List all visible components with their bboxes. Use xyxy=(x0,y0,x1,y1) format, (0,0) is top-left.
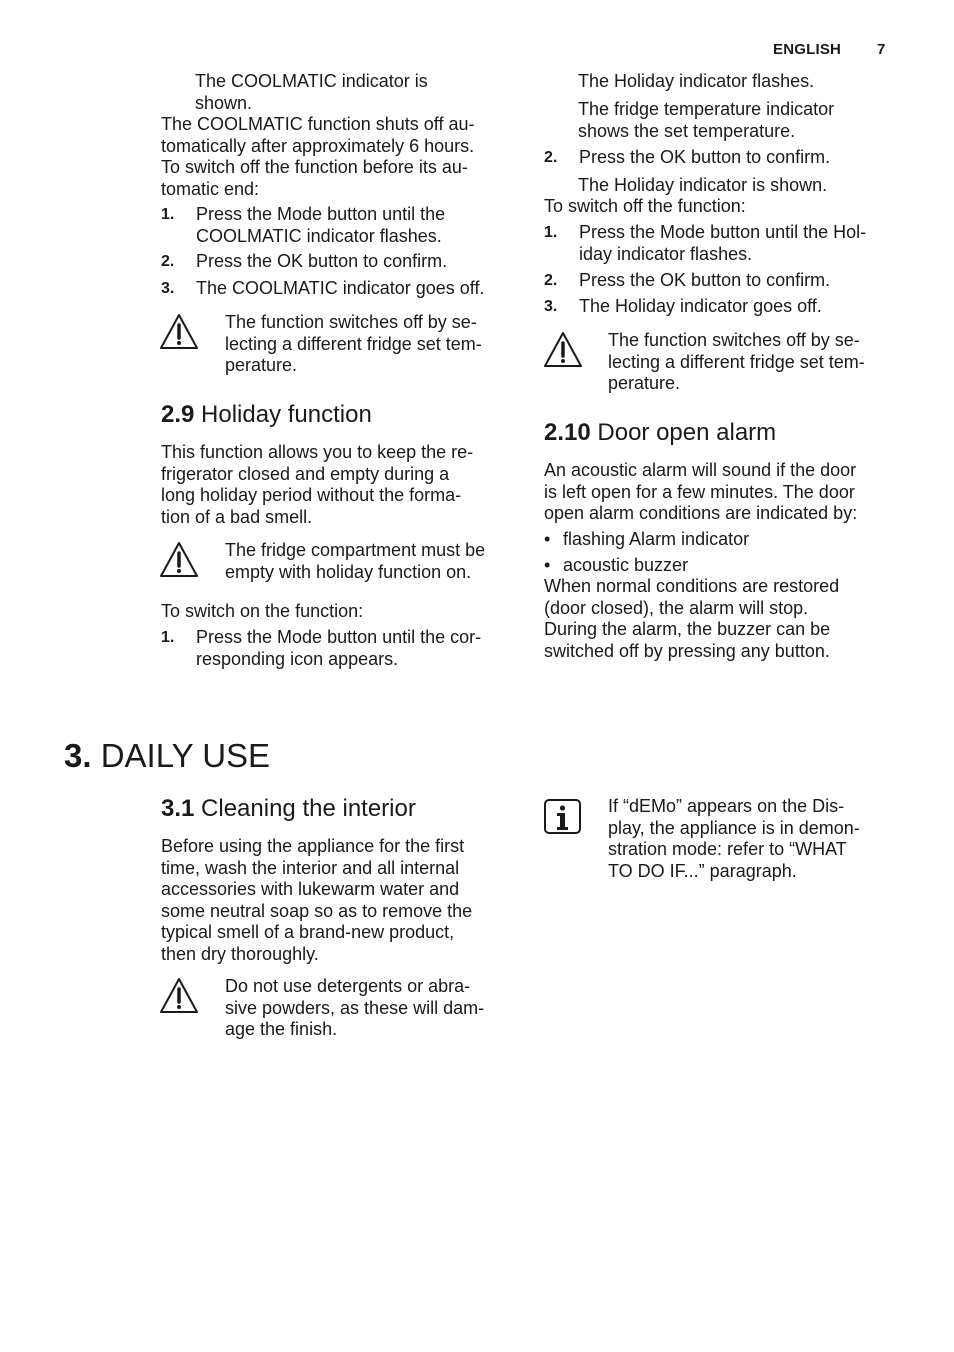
door-end-paragraph: When normal conditions are restored (door closed), the alarm will stop. During the alarm, the buzzer can be switched off by pressing any button. xyxy=(544,576,840,661)
warning-icon xyxy=(159,312,199,352)
header-language: ENGLISH xyxy=(773,41,842,58)
warning-text-1: The function switches off by se- lecting a different fridge set tem- perature. xyxy=(225,312,482,375)
fridge-temp-note: The fridge temperature indicator shows the set temperature. xyxy=(578,99,835,141)
warning-icon xyxy=(159,540,199,580)
page-number: 7 xyxy=(877,41,886,58)
warning-text-cleaning: Do not use detergents or abra- sive powders, as these will dam- age the finish. xyxy=(225,976,485,1039)
chapter-heading: 3. DAILY USE xyxy=(64,737,271,774)
door-intro-paragraph: An acoustic alarm will sound if the door is left open for a few minutes. The door open alarm conditions are indicated by: xyxy=(544,460,858,523)
warning-icon xyxy=(543,330,583,370)
holiday-shown-note: The Holiday indicator is shown. xyxy=(578,175,828,195)
warning-text-2: The fridge compartment must be empty with holiday function on. xyxy=(225,540,486,582)
info-icon xyxy=(543,797,583,837)
coolmatic-auto-paragraph: The COOLMATIC function shuts off au- tomatically after approximately 6 hours. To switch off the function before its au- tomatic end: xyxy=(161,114,475,199)
switch-off-label: To switch off the function: xyxy=(544,196,746,216)
section-heading-cleaning: 3.1 Cleaning the interior xyxy=(161,795,416,822)
warning-icon xyxy=(159,976,199,1016)
cleaning-paragraph: Before using the appliance for the first time, wash the interior and all internal accessories with lukewarm water and some neutral soap so as to remove the typical smell of a brand-new product, then dry thoroughly. xyxy=(161,836,473,964)
holiday-flashes-note: The Holiday indicator flashes. xyxy=(578,71,815,91)
holiday-intro-paragraph: This function allows you to keep the re- frigerator closed and empty during a long holiday period without the forma- tion of a bad smell. xyxy=(161,442,474,527)
info-note-text: If “dEMo” appears on the Dis- play, the appliance is in demon- stration mode: refer to “WHAT TO DO IF...” paragraph. xyxy=(608,796,860,881)
switch-on-label: To switch on the function: xyxy=(161,601,364,621)
section-heading-door-alarm: 2.10 Door open alarm xyxy=(544,419,777,446)
section-heading-holiday: 2.9 Holiday function xyxy=(161,401,372,428)
warning-text-3: The function switches off by se- lecting a different fridge set tem- perature. xyxy=(608,330,865,393)
coolmatic-shown-note: The COOLMATIC indicator is shown. xyxy=(195,71,428,113)
